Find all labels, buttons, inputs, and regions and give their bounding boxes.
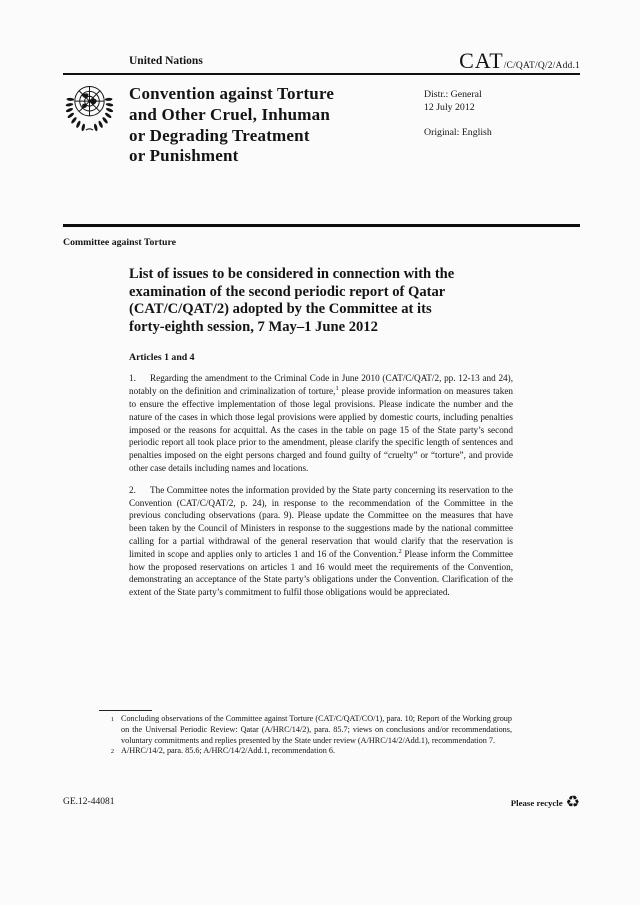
page-title xyxy=(129,266,513,336)
footnote-divider xyxy=(99,710,152,711)
distribution-block xyxy=(424,88,492,139)
paragraph-text: please provide information on measures taken to ensure the effective implementation of those legal provisions. Please indicate the number and the nature of the cases in which those legal provisions were applied by domestic courts, including penalties imposed or the reasons for acquittal. As the cases in the table on page 15 of the State party’s second periodic report all took place prior to the amendment, please clarify the specific length of sentences and penalties imposed on the eight persons charged and found guilty of “cruelty” or “torture”, and provide other case details including names and locations. xyxy=(129,386,513,473)
footnote-reference: 1 xyxy=(335,385,339,393)
recycle-label: Please recycle xyxy=(510,798,563,808)
paragraph-text: Please inform the Committee how the proposed reservations on articles 1 and 16 would meet the requirements of the Convention, demonstrating an acceptance of the State party’s obligations under the Convention. Clarification of the extent of the State party’s commitment to fulfil those obligations would be appreciated. xyxy=(129,548,514,598)
section-heading: Articles 1 and 4 xyxy=(129,352,195,364)
footnote-text: Concluding observations of the Committee against Torture (CAT/C/QAT/CO/1), para. 10; Report of the Working group on the Universal Periodic Review: Qatar (A/HRC/14/2), para. 85.7; views on conclusions and/or recommendations, voluntary commitments and replies presented by the State under review (A/HRC/14/2/Add.1), recommendation 7. xyxy=(121,714,512,745)
document-symbol-rest: /C/QAT/Q/2/Add.1 xyxy=(503,61,580,71)
page-title-line: List of issues to be considered in connection with the xyxy=(129,266,455,282)
footnotes xyxy=(99,714,512,758)
org-name: United Nations xyxy=(129,55,203,67)
treaty-title-line: or Punishment xyxy=(129,146,239,166)
main-content xyxy=(129,266,513,599)
footnote-1 xyxy=(99,714,512,746)
recycle-note xyxy=(511,795,580,811)
document-reference-number: GE.12-44081 xyxy=(63,797,115,807)
page-title-line: (CAT/C/QAT/2) adopted by the Committee at its xyxy=(129,301,432,318)
original-language-line: Original: English xyxy=(424,127,492,138)
paragraph-number: 1. xyxy=(129,373,136,384)
treaty-title xyxy=(129,84,334,167)
footnote-number: 1 xyxy=(110,716,114,723)
paragraph-number: 2. xyxy=(129,484,136,495)
treaty-title-line: and Other Cruel, Inhuman xyxy=(129,104,330,124)
paragraph-text: Regarding the amendment to the Criminal Code in June 2010 (CAT/C/QAT/2, pp. 12-13 and 24), notably on the definition and criminalization of torture, xyxy=(129,373,513,397)
paragraph-text: The Committee notes the information provided by the State party concerning its reservation to the Convention (CAT/C/QAT/2, p. 24), in response to the recommendation of the Committee in the previous concluding observations (para. 9). Please update the Committee on the measures that have been taken by the Council of Ministers in response to the suggestions made by the national committee calling for a partial withdrawal of the general reservation that would clarify that the reservation is limited in scope and applies only to articles 1 and 16 of the Convention. xyxy=(129,484,513,559)
document-symbol-main: CAT xyxy=(459,48,504,73)
un-emblem-icon xyxy=(61,78,118,135)
document-symbol xyxy=(459,48,580,74)
treaty-title-line: Convention against Torture xyxy=(129,84,335,103)
footnote-2 xyxy=(99,746,512,758)
page-title-line: forty-eighth session, 7 May–1 June 2012 xyxy=(129,318,378,335)
paragraph-1 xyxy=(129,372,513,474)
footnote-reference: 2 xyxy=(398,547,402,555)
committee-name: Committee against Torture xyxy=(63,237,177,248)
treaty-title-line: or Degrading Treatment xyxy=(129,125,310,145)
footnote-text: A/HRC/14/2, para. 85.6; A/HRC/14/2/Add.1, recommendation 6. xyxy=(121,746,335,756)
paragraph-2 xyxy=(129,484,513,599)
footnote-number: 2 xyxy=(110,748,114,756)
recycle-icon: ♻ xyxy=(565,794,580,811)
section-divider xyxy=(63,224,580,227)
page-title-line: examination of the second periodic report of Qatar xyxy=(129,283,446,300)
distr-line: Distr.: General xyxy=(424,89,482,100)
date-line: 12 July 2012 xyxy=(424,102,475,113)
header-divider xyxy=(63,73,580,75)
